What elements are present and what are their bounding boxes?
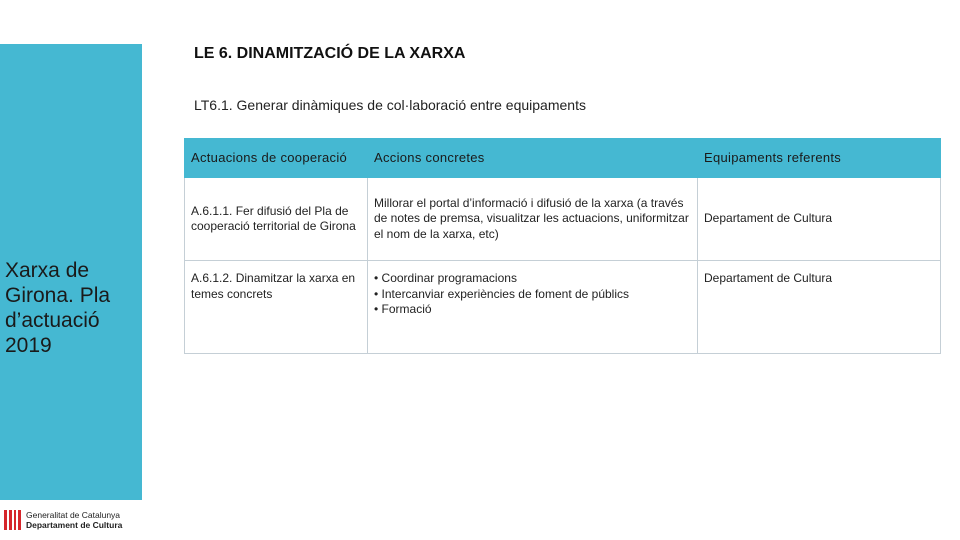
list-item: • Intercanviar experiències de foment de públics — [374, 287, 691, 303]
list-item: • Coordinar programacions — [374, 271, 691, 287]
list-item: • Formació — [374, 302, 691, 318]
column-header-accions: Accions concretes — [368, 139, 698, 178]
cell-equipaments: Departament de Cultura — [698, 178, 941, 261]
page-subtitle: LT6.1. Generar dinàmiques de col·laboració entre equipaments — [194, 97, 586, 113]
senyera-icon — [4, 510, 21, 530]
cell-actuacio: A.6.1.2. Dinamitzar la xarxa en temes concrets — [185, 261, 368, 354]
sidebar-panel — [0, 44, 142, 500]
column-header-actuacions: Actuacions de cooperació — [185, 139, 368, 178]
column-header-equipaments: Equipaments referents — [698, 139, 941, 178]
generalitat-logo — [4, 508, 122, 532]
cell-accions — [368, 261, 698, 354]
cell-equipaments: Departament de Cultura — [698, 261, 941, 354]
actions-table — [184, 138, 941, 354]
page-title: LE 6. DINAMITZACIÓ DE LA XARXA — [194, 45, 466, 62]
table-row — [185, 261, 941, 354]
cell-actuacio: A.6.1.1. Fer difusió del Pla de cooperació territorial de Girona — [185, 178, 368, 261]
logo-line-1: Generalitat de Catalunya — [26, 510, 121, 520]
actions-list — [374, 271, 691, 318]
cell-accions: Millorar el portal d’informació i difusió de la xarxa (a través de notes de premsa, visualitzar les actuacions, uniformitzar el nom de la xarxa, etc) — [368, 178, 698, 261]
logo-line-2: Departament de Cultura — [26, 520, 123, 530]
sidebar-title: Xarxa de Girona. Pla d’actuació 2019 — [5, 259, 111, 357]
table-row — [185, 178, 941, 261]
table-header-row — [185, 139, 941, 178]
